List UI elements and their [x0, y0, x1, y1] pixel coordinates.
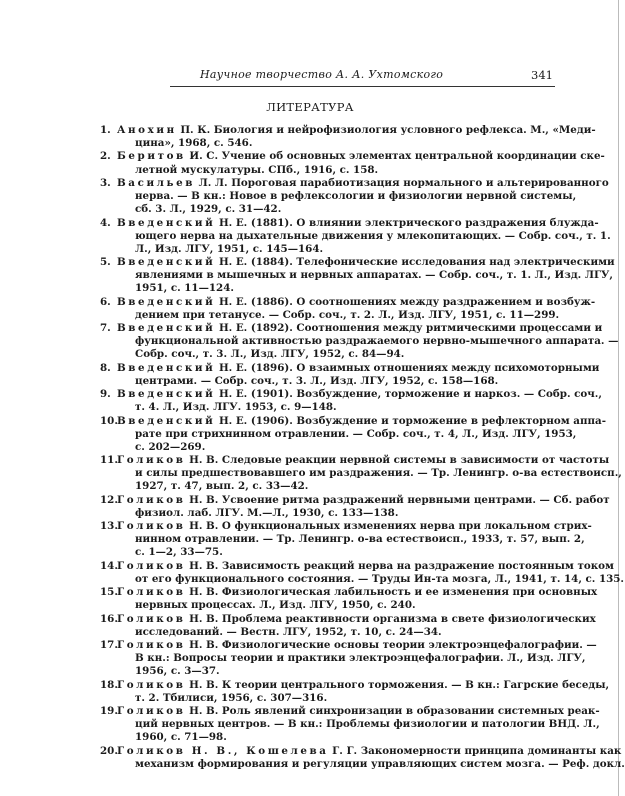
reference-line	[100, 480, 553, 493]
reference-text: Н. В. Роль явлений синхронизации в образовании системных реак-	[189, 705, 600, 718]
reference-entry	[100, 639, 597, 678]
reference-line	[100, 639, 597, 652]
reference-author: Голиков	[117, 493, 186, 506]
reference-line	[100, 559, 614, 573]
reference-number: 7.	[100, 322, 111, 335]
reference-number: 2.	[100, 150, 111, 163]
reference-text: исследований. — Вестн. ЛГУ, 1952, т. 10, с. 24—34.	[135, 625, 442, 638]
reference-number: 12.	[100, 493, 118, 506]
reference-line	[100, 454, 610, 467]
reference-line	[100, 375, 553, 388]
reference-author: Голиков	[117, 520, 186, 533]
reference-line	[100, 757, 625, 771]
reference-line	[100, 295, 596, 309]
reference-text: Н. В. Физиологическая лабильность и ее изменения при основных	[189, 586, 598, 599]
reference-text: нинном отравлении. — Тр. Ленингр. о-ва естествоисп., 1933, т. 57, вып. 2,	[135, 533, 585, 546]
reference-number: 6.	[100, 295, 111, 308]
reference-line	[100, 744, 622, 758]
reference-number: 11.	[100, 454, 118, 467]
reference-text: Л., Изд. ЛГУ, 1951, с. 145—164.	[135, 242, 324, 255]
reference-entry	[100, 678, 610, 705]
reference-text: функциональной активностью раздражаемого нервно-мышечного аппарата. —	[135, 335, 619, 348]
reference-author: Голиков Н. В., Кошелева	[117, 744, 329, 757]
reference-text: центрами. — Собр. соч., т. 3. Л., Изд. ЛГУ, 1952, с. 158—168.	[135, 374, 499, 387]
reference-text: Н. Е. (1886). О соотношениях между раздражением и возбуж-	[218, 295, 596, 308]
reference-line	[100, 150, 605, 163]
reference-line	[100, 692, 553, 705]
reference-text: Н. Е. (1901). Возбуждение, торможение и наркоз. — Собр. соч.,	[218, 388, 602, 401]
reference-line	[100, 652, 586, 665]
reference-text: 1960, с. 71—98.	[135, 731, 227, 744]
reference-text: Н. Е. (1896). О взаимных отношениях между психомоторными	[218, 361, 600, 374]
reference-author: Васильев	[117, 176, 196, 189]
reference-entry	[100, 150, 605, 176]
reference-line	[100, 348, 553, 361]
reference-line	[100, 388, 602, 401]
reference-text: Н. Е. (1884). Телефонические исследования над электрическими	[218, 256, 615, 269]
reference-entry	[100, 176, 609, 216]
reference-line	[100, 176, 609, 190]
reference-entry	[100, 322, 619, 361]
page-number: 341	[531, 68, 553, 82]
reference-line	[100, 203, 553, 216]
reference-entry	[100, 586, 598, 612]
reference-number: 13.	[100, 520, 118, 533]
reference-text: Г. Г. Закономерности принципа доминанты как	[332, 744, 622, 757]
reference-line	[100, 361, 600, 375]
reference-text: 1927, т. 47, вып. 2, с. 33—42.	[135, 480, 309, 493]
reference-author: Голиков	[117, 678, 186, 691]
reference-text: ций нервных центров. — В кн.: Проблемы физиологии и патологии ВНД. Л.,	[135, 718, 600, 731]
reference-entry	[100, 454, 622, 493]
running-title: Научное творчество А. А. Ухтомского	[200, 68, 444, 81]
reference-line	[100, 308, 560, 322]
reference-line	[100, 427, 577, 441]
reference-line	[100, 441, 553, 454]
reference-line	[100, 401, 553, 414]
reference-text: рате при стрихнинном отравлении. — Собр. соч., т. 4, Л., Изд. ЛГУ, 1953,	[135, 427, 577, 440]
reference-line	[100, 533, 585, 546]
reference-entry	[100, 559, 625, 586]
reference-line	[100, 520, 592, 533]
reference-line	[100, 467, 622, 480]
reference-entry	[100, 493, 610, 520]
reference-line	[100, 507, 553, 520]
reference-number: 19.	[100, 705, 118, 718]
reference-author: Голиков	[117, 586, 186, 599]
reference-author: Голиков	[117, 705, 186, 718]
reference-line	[100, 269, 614, 282]
reference-text: цина», 1968, с. 546.	[135, 137, 253, 150]
reference-text: 1951, с. 11—124.	[135, 282, 234, 295]
reference-line	[100, 282, 553, 295]
reference-line	[100, 256, 615, 269]
reference-author: Введенский	[117, 414, 216, 427]
reference-text: т. 2. Тбилиси, 1956, с. 307—316.	[135, 691, 328, 704]
reference-author: Голиков	[117, 559, 186, 572]
reference-line	[100, 335, 619, 348]
reference-text: ющего нерва на дыхательные движения у млекопитающих. — Собр. соч., т. 1.	[135, 229, 611, 242]
reference-text: Н. Е. (1906). Возбуждение и торможение в рефлекторном аппа-	[218, 414, 606, 427]
reference-number: 14.	[100, 559, 118, 572]
reference-text: с. 202—269.	[135, 440, 206, 453]
reference-text: явлениями в мышечных и нервных аппаратах. — Собр. соч., т. 1. Л., Изд. ЛГУ,	[135, 269, 614, 282]
reference-entry	[100, 256, 615, 295]
reference-entry	[100, 124, 596, 150]
reference-text: Н. В. О функциональных изменениях нерва при локальном стрих-	[189, 520, 592, 533]
reference-entry	[100, 520, 592, 559]
reference-number: 15.	[100, 586, 118, 599]
reference-number: 8.	[100, 361, 111, 374]
reference-line	[100, 322, 603, 335]
reference-line	[100, 705, 600, 718]
reference-text: дением при тетанусе. — Собр. соч., т. 2. Л., Изд. ЛГУ, 1951, с. 11—299.	[135, 308, 560, 321]
reference-number: 16.	[100, 612, 118, 625]
reference-text: нервных процессах. Л., Изд. ЛГУ, 1950, с. 240.	[135, 599, 416, 612]
reference-author: Голиков	[117, 454, 186, 467]
reference-entry	[100, 744, 625, 771]
reference-text: Н. В. К теории центрального торможения. — В кн.: Гагрские беседы,	[189, 678, 610, 691]
section-heading: ЛИТЕРАТУРА	[266, 100, 354, 114]
reference-text: Н. Е. (1892). Соотношения между ритмическими процессами и	[218, 322, 603, 335]
reference-text: нерва. — В кн.: Новое в рефлексологии и физиологии нервной системы,	[135, 190, 577, 203]
reference-line	[100, 493, 610, 507]
reference-line	[100, 731, 553, 744]
reference-line	[100, 586, 598, 599]
reference-text: В кн.: Вопросы теории и практики электроэнцефалографии. Л., Изд. ЛГУ,	[135, 652, 586, 665]
reference-line	[100, 665, 553, 678]
reference-entry	[100, 612, 596, 639]
reference-text: П. К. Биология и нейрофизиология условного рефлекса. М., «Меди-	[180, 124, 596, 136]
reference-list	[100, 124, 625, 771]
reference-line	[100, 599, 553, 612]
reference-text: Н. В. Физиологические основы теории электроэнцефалографии. —	[189, 639, 597, 652]
reference-author: Введенский	[117, 388, 216, 401]
reference-entry	[100, 216, 611, 256]
reference-text: и силы предшествовавшего им раздражения. — Тр. Ленингр. о-ва естествоисп.,	[135, 467, 622, 480]
reference-line	[100, 612, 596, 626]
reference-line	[100, 124, 596, 137]
reference-number: 3.	[100, 176, 111, 189]
reference-line	[100, 546, 553, 559]
reference-number: 9.	[100, 388, 111, 401]
reference-text: Собр. соч., т. 3. Л., Изд. ЛГУ, 1952, с. 84—94.	[135, 348, 405, 361]
reference-author: Введенский	[117, 322, 216, 335]
reference-entry	[100, 388, 602, 414]
page-edge	[618, 0, 619, 796]
reference-line	[100, 164, 553, 177]
reference-text: сб. 3. Л., 1929, с. 31—42.	[135, 203, 282, 216]
running-header	[170, 68, 555, 87]
reference-author: Голиков	[117, 612, 186, 625]
reference-text: Н. В. Проблема реактивности организма в свете физиологических	[189, 612, 596, 625]
reference-text: механизм формирования и регуляции управляющих систем мозга. — Реф. докл.	[135, 757, 625, 770]
reference-author: Голиков	[117, 639, 186, 652]
reference-number: 1.	[100, 124, 111, 136]
reference-number: 20.	[100, 744, 118, 757]
reference-text: Н. В. Следовые реакции нервной системы в зависимости от частоты	[189, 454, 610, 467]
reference-author: Введенский	[117, 216, 216, 229]
reference-text: т. 4. Л., Изд. ЛГУ. 1953, с. 9—148.	[135, 401, 337, 414]
reference-text: И. С. Учение об основных элементах центральной координации ске-	[189, 150, 605, 163]
reference-text: с. 1—2, 33—75.	[135, 546, 223, 559]
reference-text: Н. В. Зависимость реакций нерва на раздражение постоянным током	[189, 559, 614, 572]
reference-text: 1956, с. 3—37.	[135, 665, 220, 678]
reference-line	[100, 137, 553, 150]
reference-text: Н. В. Усвоение ритма раздражений нервными центрами. — Сб. работ	[189, 493, 610, 506]
reference-text: Н. Е. (1881). О влиянии электрического раздражения блужда-	[218, 216, 599, 229]
reference-text: физиол. лаб. ЛГУ. М.—Л., 1930, с. 133—138.	[135, 506, 399, 519]
reference-text: Л. Л. Пороговая парабиотизация нормального и альтерированного	[198, 176, 609, 189]
reference-line	[100, 626, 553, 639]
reference-line	[100, 678, 610, 692]
reference-number: 5.	[100, 256, 111, 269]
reference-line	[100, 718, 600, 731]
reference-author: Введенский	[117, 361, 216, 374]
reference-line	[100, 414, 606, 428]
reference-entry	[100, 414, 606, 454]
reference-author: Введенский	[117, 295, 216, 308]
reference-number: 17.	[100, 639, 118, 652]
reference-line	[100, 572, 625, 586]
reference-line	[100, 190, 577, 203]
reference-line	[100, 229, 611, 243]
reference-line	[100, 243, 553, 256]
reference-text: от его функционального состояния. — Труды Ин-та мозга, Л., 1941, т. 14, с. 135.	[135, 572, 625, 585]
reference-author: Введенский	[117, 256, 216, 269]
reference-text: летной мускулатуры. СПб., 1916, с. 158.	[135, 163, 379, 176]
reference-entry	[100, 295, 596, 322]
reference-author: Беритов	[117, 150, 186, 163]
reference-line	[100, 216, 599, 230]
reference-number: 4.	[100, 216, 111, 229]
reference-number: 10.	[100, 414, 118, 427]
reference-entry	[100, 361, 600, 388]
reference-author: Анохин	[117, 124, 177, 136]
reference-number: 18.	[100, 678, 118, 691]
reference-entry	[100, 705, 600, 744]
